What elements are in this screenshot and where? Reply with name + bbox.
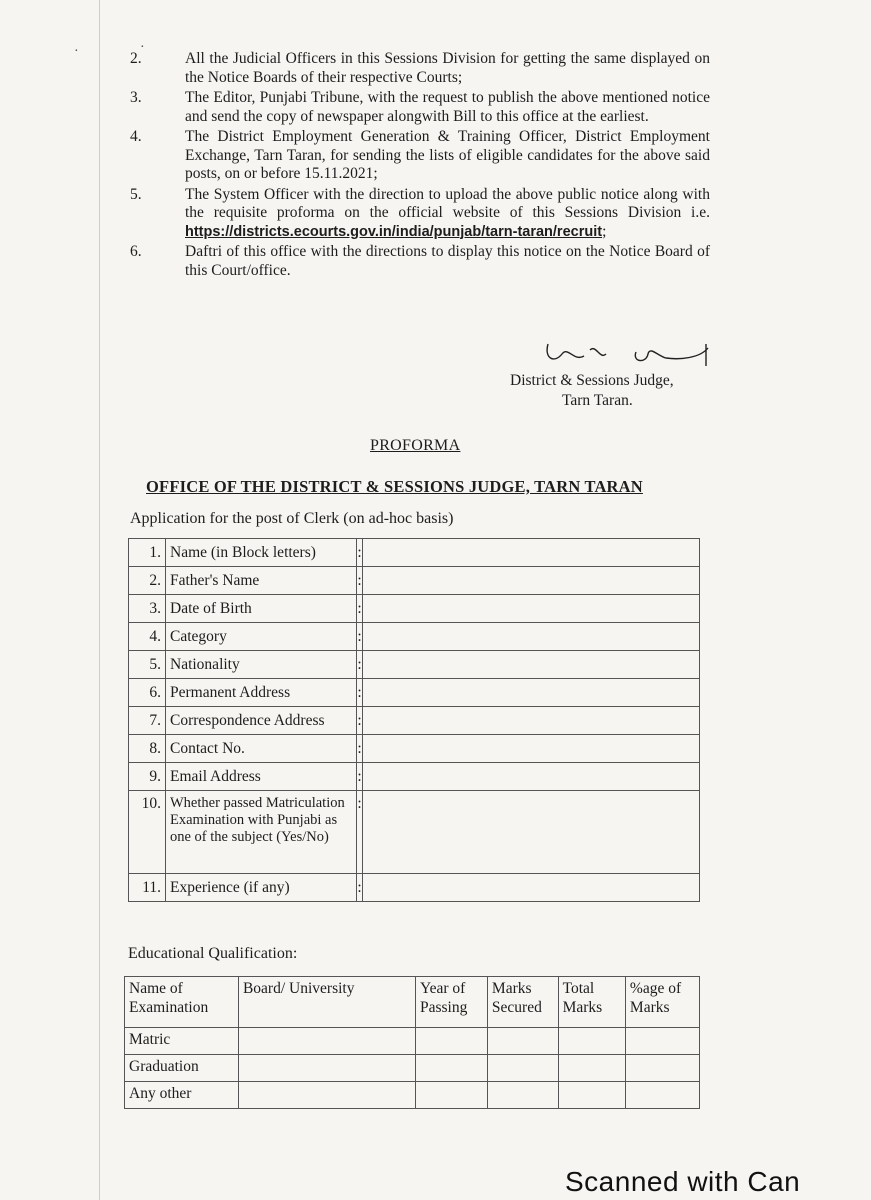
- education-cell[interactable]: [487, 1082, 558, 1109]
- education-header-cell: Name of Examination: [125, 977, 239, 1028]
- form-row: [129, 679, 700, 707]
- form-row-colon: :: [357, 791, 363, 874]
- list-item-text: The Editor, Punjabi Tribune, with the request to publish the above mentioned notice and send the copy of newspaper alongwith Bill to this office at the earliest.: [185, 89, 710, 125]
- education-heading: Educational Qualification:: [128, 945, 298, 962]
- form-row-colon: :: [357, 595, 363, 623]
- education-row-label: Graduation: [125, 1055, 239, 1082]
- form-row-label: Nationality: [166, 651, 357, 679]
- application-form-table: [128, 538, 700, 902]
- list-item: [120, 128, 710, 184]
- margin-line: [99, 0, 100, 1200]
- education-cell[interactable]: [238, 1028, 415, 1055]
- list-item-text: [185, 186, 710, 242]
- form-row: [129, 791, 700, 874]
- form-row-number: 4.: [129, 623, 166, 651]
- education-row: [125, 1028, 700, 1055]
- form-row-value[interactable]: [363, 679, 700, 707]
- education-cell[interactable]: [415, 1028, 487, 1055]
- form-row-label: Experience (if any): [166, 874, 357, 902]
- form-row-colon: :: [357, 874, 363, 902]
- form-row-value[interactable]: [363, 539, 700, 567]
- form-row: [129, 623, 700, 651]
- list-item-number: 3.: [130, 89, 142, 106]
- application-for: Application for the post of Clerk (on ad-hoc basis): [130, 510, 454, 527]
- form-row: [129, 651, 700, 679]
- form-row-number: 1.: [129, 539, 166, 567]
- form-row-label: Permanent Address: [166, 679, 357, 707]
- education-header-cell: Board/ University: [238, 977, 415, 1028]
- form-row-number: 7.: [129, 707, 166, 735]
- form-row-value[interactable]: [363, 763, 700, 791]
- form-row-value[interactable]: [363, 707, 700, 735]
- form-row-number: 2.: [129, 567, 166, 595]
- form-row-colon: :: [357, 707, 363, 735]
- education-header-cell: Marks Secured: [487, 977, 558, 1028]
- list-item: [120, 186, 710, 242]
- form-row-colon: :: [357, 679, 363, 707]
- signature-place: Tarn Taran.: [562, 392, 633, 409]
- signature-scribble: [540, 340, 710, 372]
- form-row-value[interactable]: [363, 623, 700, 651]
- form-row-colon: :: [357, 651, 363, 679]
- education-cell[interactable]: [625, 1028, 699, 1055]
- form-row: [129, 707, 700, 735]
- punch-mark: ·: [74, 44, 79, 59]
- scanner-watermark: Scanned with Can: [565, 1166, 801, 1197]
- form-row-value[interactable]: [363, 595, 700, 623]
- form-row-label: Date of Birth: [166, 595, 357, 623]
- education-table: [124, 976, 700, 1109]
- education-cell[interactable]: [625, 1082, 699, 1109]
- list-item-text: All the Judicial Officers in this Sessions Division for getting the same displayed on the Notice Boards of their respective Courts;: [185, 50, 710, 86]
- form-row-label: Father's Name: [166, 567, 357, 595]
- education-header-row: [125, 977, 700, 1028]
- form-row-number: 9.: [129, 763, 166, 791]
- education-cell[interactable]: [487, 1028, 558, 1055]
- list-item-number: 5.: [130, 185, 142, 203]
- list-item-tail: ;: [602, 222, 607, 240]
- education-cell[interactable]: [238, 1082, 415, 1109]
- form-row-colon: :: [357, 567, 363, 595]
- education-cell[interactable]: [558, 1028, 625, 1055]
- form-row-label: Name (in Block letters): [166, 539, 357, 567]
- list-item-number: 4.: [130, 128, 142, 145]
- education-row: [125, 1082, 700, 1109]
- proforma-title: PROFORMA: [370, 437, 461, 454]
- form-row-number: 8.: [129, 735, 166, 763]
- form-row-value[interactable]: [363, 651, 700, 679]
- form-row-value[interactable]: [363, 791, 700, 874]
- education-cell[interactable]: [415, 1082, 487, 1109]
- list-item-text-body: The System Officer with the direction to upload the above public notice along with the requisite proforma on the official website of this Sessions Division i.e.: [185, 185, 710, 221]
- education-cell[interactable]: [625, 1055, 699, 1082]
- form-row-number: 11.: [129, 874, 166, 902]
- form-row-label: Whether passed Matriculation Examination with Punjabi as one of the subject (Yes/No): [166, 791, 357, 874]
- website-link[interactable]: https://districts.ecourts.gov.in/india/punjab/tarn-taran/recruit: [185, 223, 603, 240]
- education-cell[interactable]: [487, 1055, 558, 1082]
- form-row: [129, 763, 700, 791]
- list-item-number: 2.: [130, 50, 142, 67]
- list-item: [120, 50, 710, 87]
- form-row-colon: :: [357, 735, 363, 763]
- form-row-number: 10.: [129, 791, 166, 874]
- education-header-cell: Total Marks: [558, 977, 625, 1028]
- form-row: [129, 735, 700, 763]
- form-row-label: Correspondence Address: [166, 707, 357, 735]
- education-cell[interactable]: [558, 1082, 625, 1109]
- form-row: [129, 539, 700, 567]
- form-row: [129, 595, 700, 623]
- form-row-label: Category: [166, 623, 357, 651]
- list-item: [120, 89, 710, 126]
- list-item-number: 6.: [130, 243, 142, 260]
- form-row-value[interactable]: [363, 735, 700, 763]
- form-row-value[interactable]: [363, 567, 700, 595]
- education-row: [125, 1055, 700, 1082]
- form-row-number: 5.: [129, 651, 166, 679]
- form-row-label: Contact No.: [166, 735, 357, 763]
- form-row-number: 6.: [129, 679, 166, 707]
- signature-designation: District & Sessions Judge,: [510, 372, 674, 389]
- education-header-cell: %age of Marks: [625, 977, 699, 1028]
- office-title: OFFICE OF THE DISTRICT & SESSIONS JUDGE, TARN TARAN: [146, 477, 643, 496]
- form-row-colon: :: [357, 539, 363, 567]
- signature-block: [500, 340, 710, 415]
- form-row-colon: :: [357, 763, 363, 791]
- list-item: [120, 243, 710, 280]
- form-row-colon: :: [357, 623, 363, 651]
- list-item-text: Daftri of this office with the directions to display this notice on the Notice Board of this Court/office.: [185, 243, 710, 279]
- punch-mark: ·: [140, 40, 145, 55]
- education-row-label: Any other: [125, 1082, 239, 1109]
- form-row: [129, 874, 700, 902]
- education-cell[interactable]: [238, 1055, 415, 1082]
- education-row-label: Matric: [125, 1028, 239, 1055]
- education-cell[interactable]: [415, 1055, 487, 1082]
- form-row-number: 3.: [129, 595, 166, 623]
- recipient-list: [120, 50, 710, 282]
- list-item-text: The District Employment Generation & Training Officer, District Employment Exchange, Tarn Taran, for sending the lists of eligible candidates for the above said posts, on or before 15.11.2021;: [185, 128, 710, 182]
- education-cell[interactable]: [558, 1055, 625, 1082]
- form-row-value[interactable]: [363, 874, 700, 902]
- education-header-cell: Year of Passing: [415, 977, 487, 1028]
- form-row-label: Email Address: [166, 763, 357, 791]
- form-row: [129, 567, 700, 595]
